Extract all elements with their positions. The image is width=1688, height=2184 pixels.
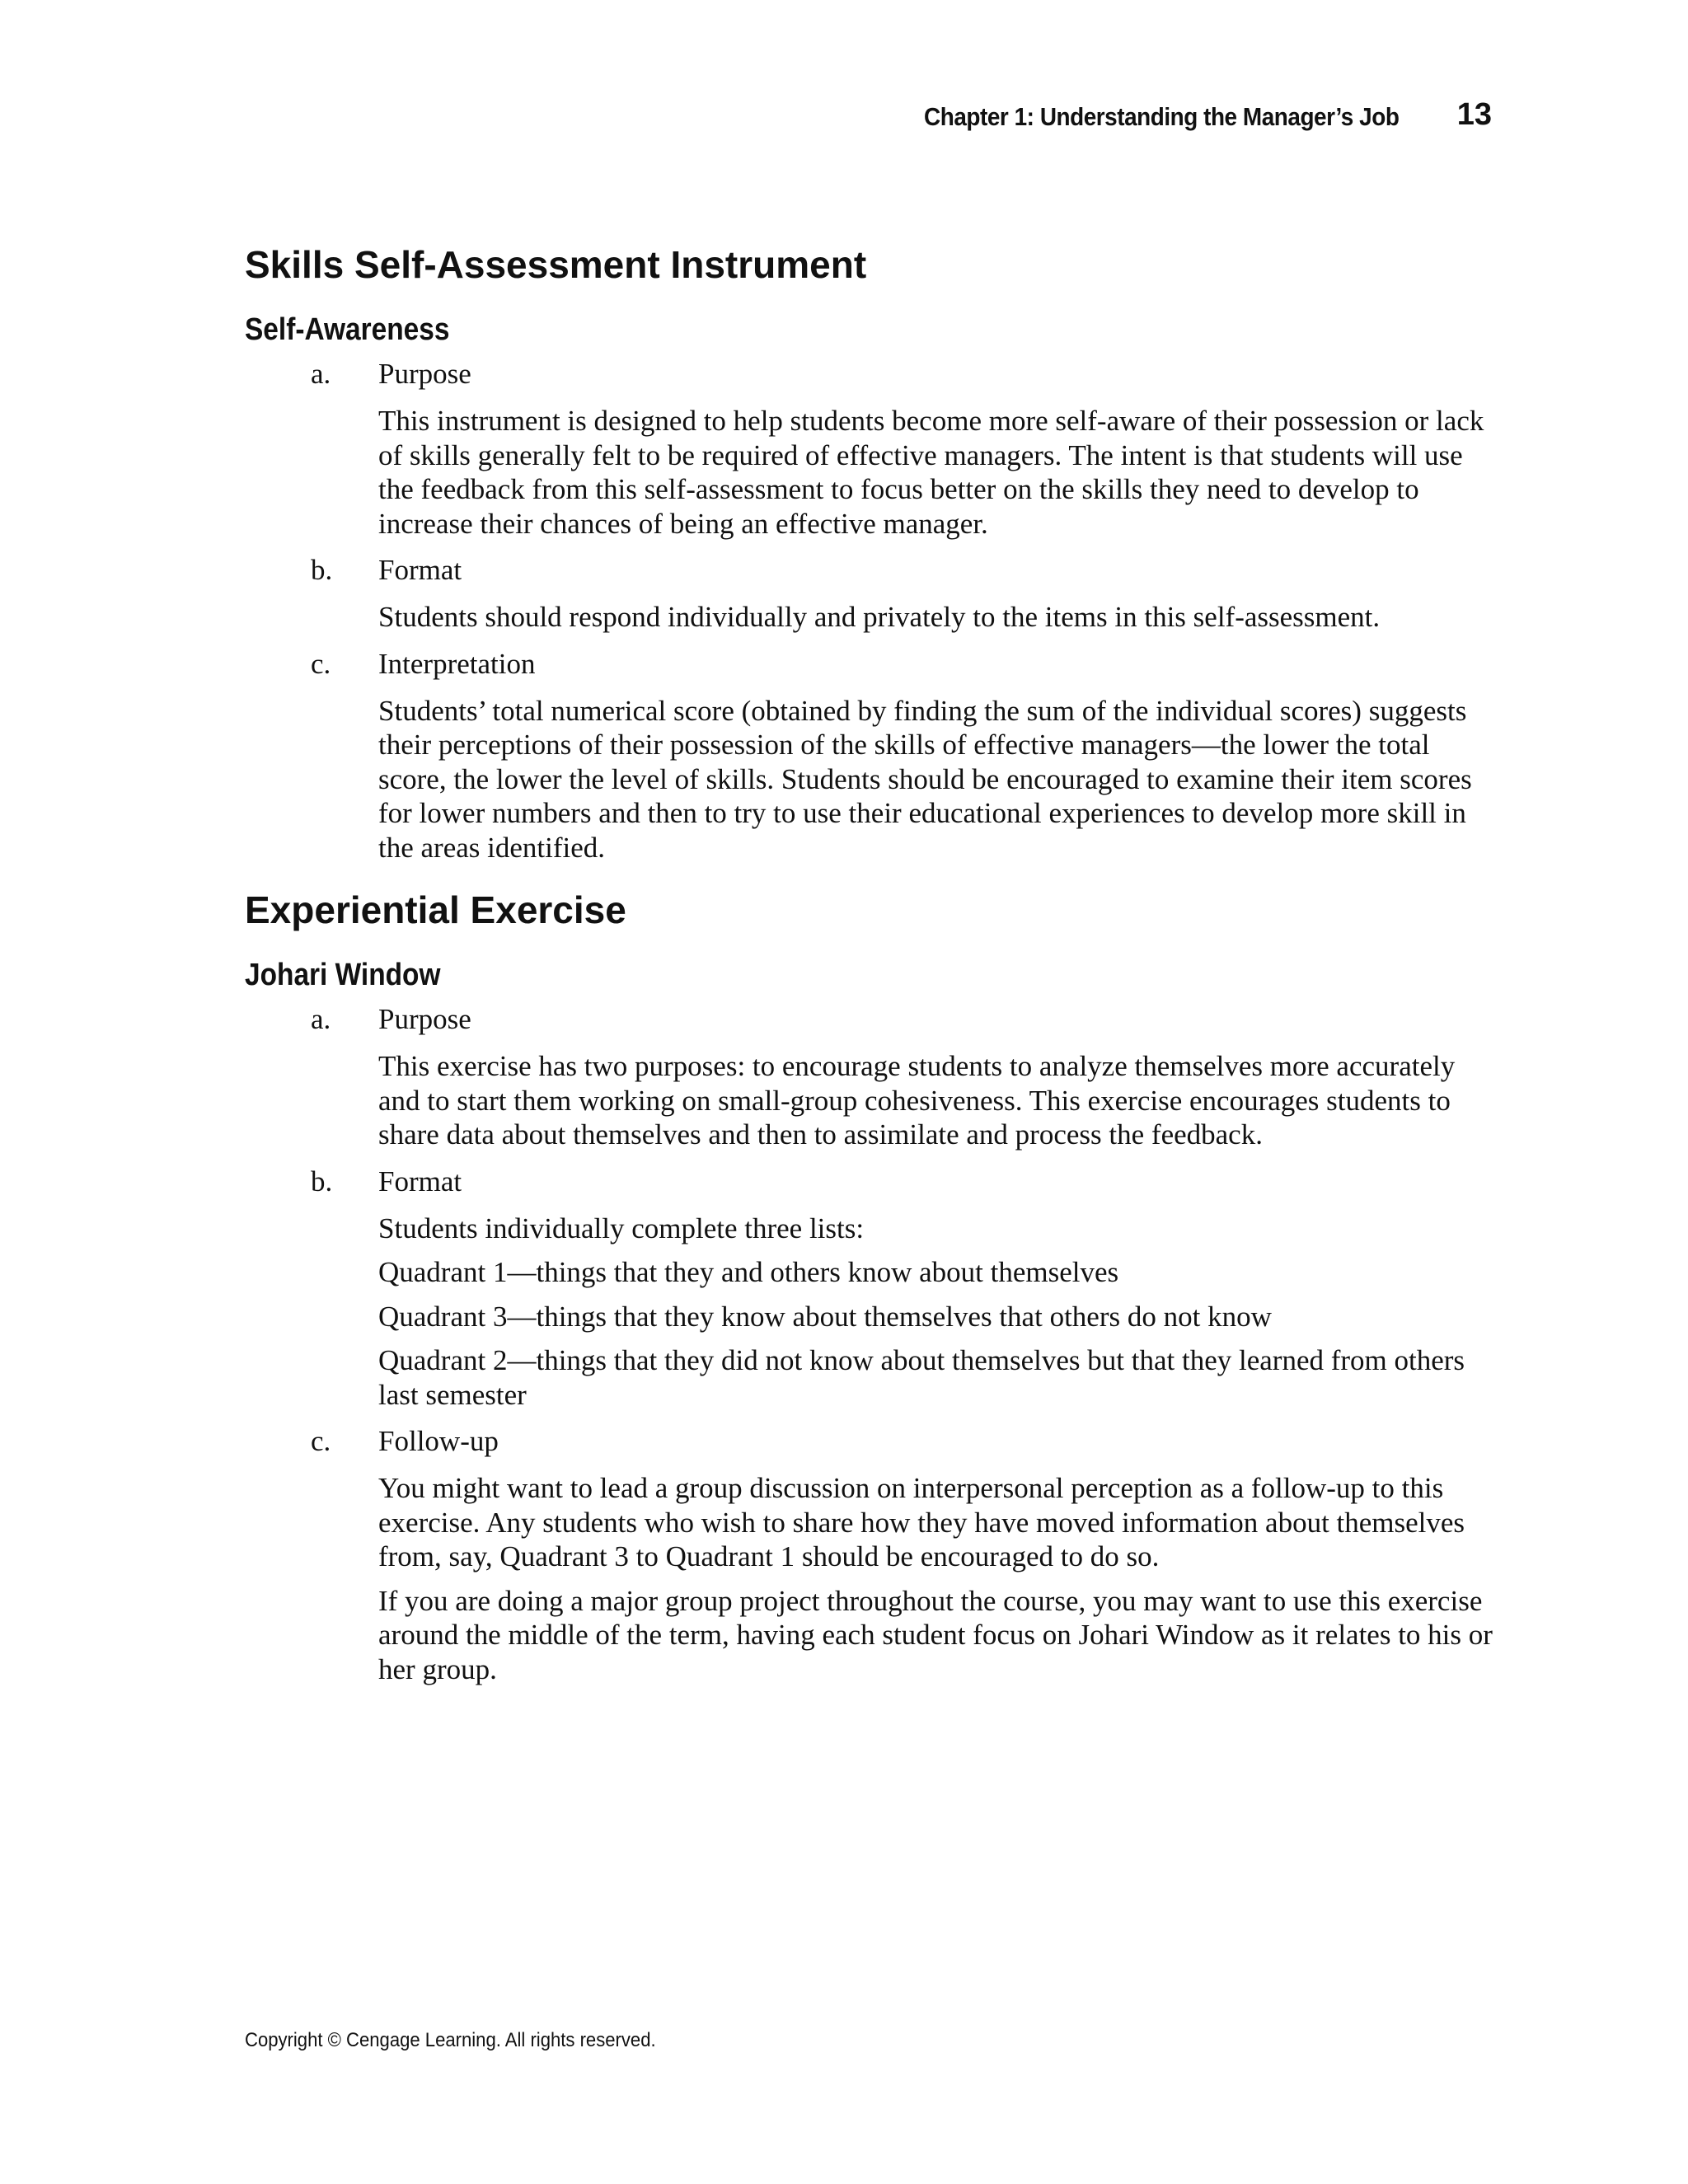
item-label: Format [378, 1165, 462, 1197]
item-label: Purpose [378, 1003, 471, 1035]
list-item-follow-up [245, 1422, 1498, 1686]
list-item-purpose [245, 354, 1498, 541]
copyright-footer: Copyright © Cengage Learning. All rights reserved. [245, 2029, 656, 2051]
section-skills-self-assessment [245, 237, 1498, 865]
item-letter: a. [311, 1003, 331, 1035]
item-paragraph: You might want to lead a group discussion on interpersonal perception as a follow-up to this exercise. Any students who wish to share how they have moved information about themselves from, say, Quadrant 3 to Quadrant 1 should be encouraged to do so. [378, 1472, 1465, 1572]
page-number: 13 [1456, 97, 1492, 132]
item-label: Follow-up [378, 1425, 499, 1457]
item-paragraph: Students should respond individually and privately to the items in this self-assessment. [378, 601, 1381, 633]
page-header [898, 97, 1492, 138]
item-paragraph: Quadrant 3—things that they know about themselves that others do not know [378, 1300, 1272, 1333]
item-label: Purpose [378, 358, 471, 390]
item-letter: b. [311, 554, 333, 586]
page-body [245, 237, 1498, 1696]
item-label: Format [378, 554, 462, 586]
item-paragraph: If you are doing a major group project throughout the course, you may want to use this exercise around the middle of the term, having each student focus on Johari Window as it relates to his or her group. [378, 1584, 1493, 1685]
running-head: Chapter 1: Understanding the Manager’s Job [923, 102, 1399, 131]
item-letter: c. [311, 647, 331, 680]
section-title: Skills Self-Assessment Instrument [245, 243, 867, 286]
item-letter: a. [311, 358, 331, 390]
item-paragraph: Quadrant 2—things that they did not know about themselves but that they learned from others last semester [378, 1344, 1465, 1411]
item-paragraph: Quadrant 1—things that they and others know about themselves [378, 1256, 1119, 1288]
item-paragraph: Students individually complete three lists: [378, 1212, 865, 1244]
list-item-format [245, 551, 1498, 635]
item-label: Interpretation [378, 647, 536, 680]
section-subtitle: Johari Window [245, 958, 441, 992]
section-experiential-exercise [245, 883, 1498, 1686]
item-paragraph: This instrument is designed to help students become more self-aware of their possession or lack of skills generally felt to be required of effective managers. The intent is that students will use the feedback from this self-assessment to focus better on the skills they need to develop to increase their chances of being an effective manager. [378, 405, 1484, 540]
item-letter: b. [311, 1165, 333, 1197]
item-paragraph: Students’ total numerical score (obtained by finding the sum of the individual scores) suggests their perceptions of their possession of the skills of effective managers—the lower the total score, the lower the level of skills. Students should be encouraged to examine their item scores for lower numbers and then to try to use their educational experiences to develop more skill in the areas identified. [378, 694, 1472, 864]
list-item-interpretation [245, 644, 1498, 865]
list-item-format [245, 1162, 1498, 1413]
item-letter: c. [311, 1425, 331, 1457]
section-title: Experiential Exercise [245, 888, 626, 931]
section-subtitle: Self-Awareness [245, 312, 450, 347]
item-paragraph: This exercise has two purposes: to encourage students to analyze themselves more accurately and to start them working on small-group cohesiveness. This exercise encourages students to share data about themselves and then to assimilate and process the feedback. [378, 1050, 1456, 1151]
list-item-purpose [245, 1000, 1498, 1152]
